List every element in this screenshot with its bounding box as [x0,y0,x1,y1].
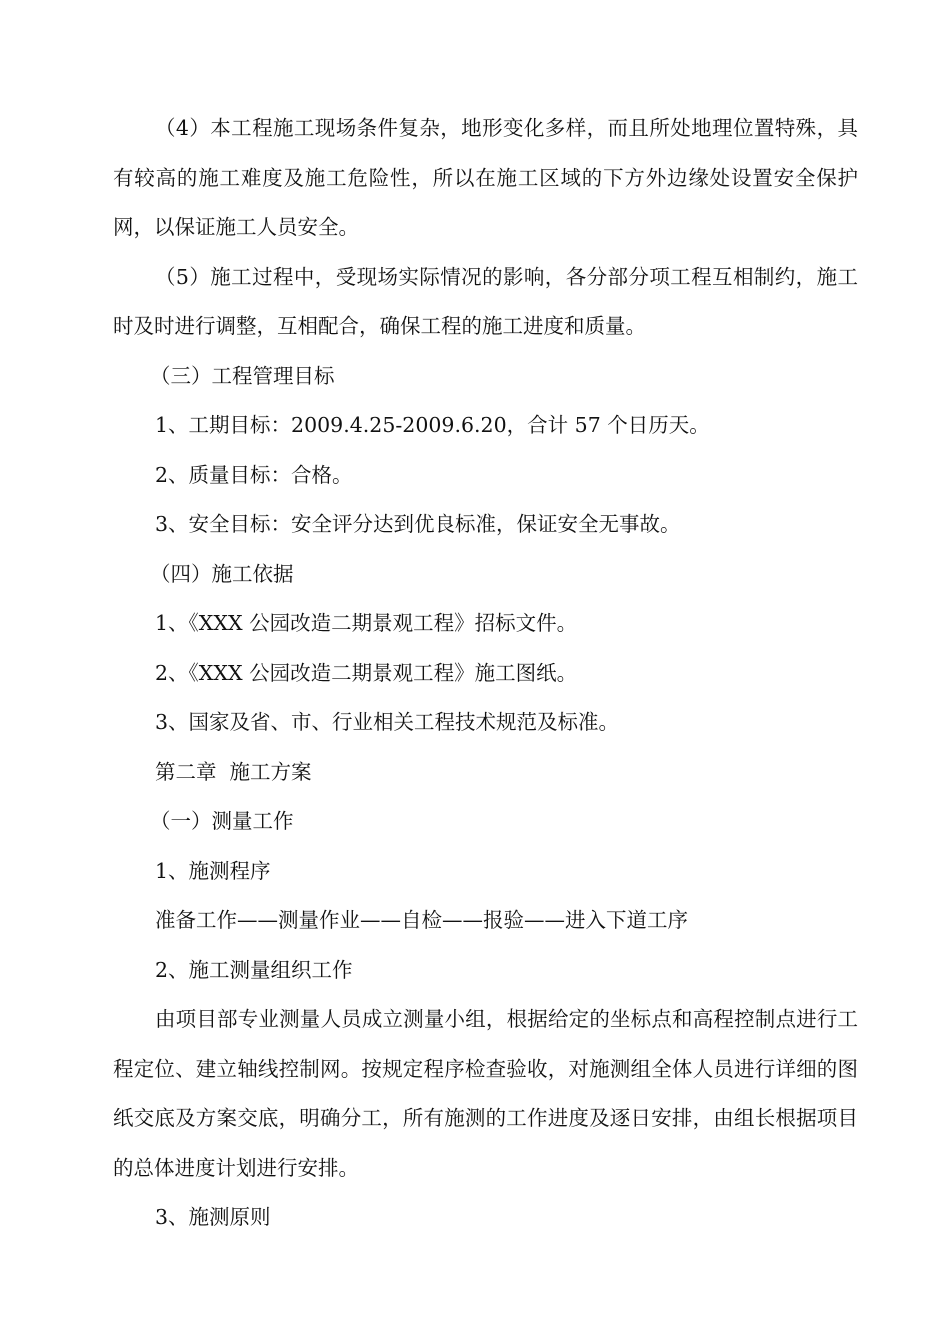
list-item-drawings: 2、《XXX 公园改造二期景观工程》施工图纸。 [155,660,578,685]
paragraph-survey-organization: 由项目部专业测量人员成立测量小组，根据给定的坐标点和高程控制点进行工程定位、建立轴线控制网。按规定程序检查验收，对施测组全体人员进行详细的图纸交底及方案交底，明确分工，所有施测的工作进度及逐日安排，由组长根据项目的总体进度计划进行安排。 [113,1007,858,1180]
list-item-survey-principles: 3、施测原则 [155,1205,271,1229]
list-item-standards: 3、国家及省、市、行业相关工程技术规范及标准。 [155,710,620,734]
paragraph-item-5: （5）施工过程中，受现场实际情况的影响，各分部分项工程互相制约，施工时及时进行调整，互相配合，确保工程的施工进度和质量。 [113,264,858,338]
section-heading-management-goals: （三）工程管理目标 [150,363,335,388]
list-item-schedule-goal: 1、工期目标：2009.4.25-2009.6.20，合计 57 个日历天。 [155,413,710,437]
procedure-flow-text: 准备工作——测量作业——自检——报验——进入下道工序 [155,908,688,932]
list-item-survey-organization: 2、施工测量组织工作 [155,957,353,982]
list-item-safety-goal: 3、安全目标：安全评分达到优良标准，保证安全无事故。 [155,512,681,536]
document-body [113,104,858,1243]
section-heading-surveying: （一）测量工作 [150,809,294,833]
list-item-tender-document: 1、《XXX 公园改造二期景观工程》招标文件。 [155,611,578,635]
chapter-heading: 第二章 施工方案 [155,759,312,784]
list-item-quality-goal: 2、质量目标：合格。 [155,462,353,487]
section-heading-basis: （四）施工依据 [150,561,294,586]
list-item-survey-procedure: 1、施测程序 [155,858,271,883]
paragraph-item-4: （4）本工程施工现场条件复杂，地形变化多样，而且所处地理位置特殊，具有较高的施工难度及施工危险性，所以在施工区域的下方外边缘处设置安全保护网，以保证施工人员安全。 [113,116,858,239]
